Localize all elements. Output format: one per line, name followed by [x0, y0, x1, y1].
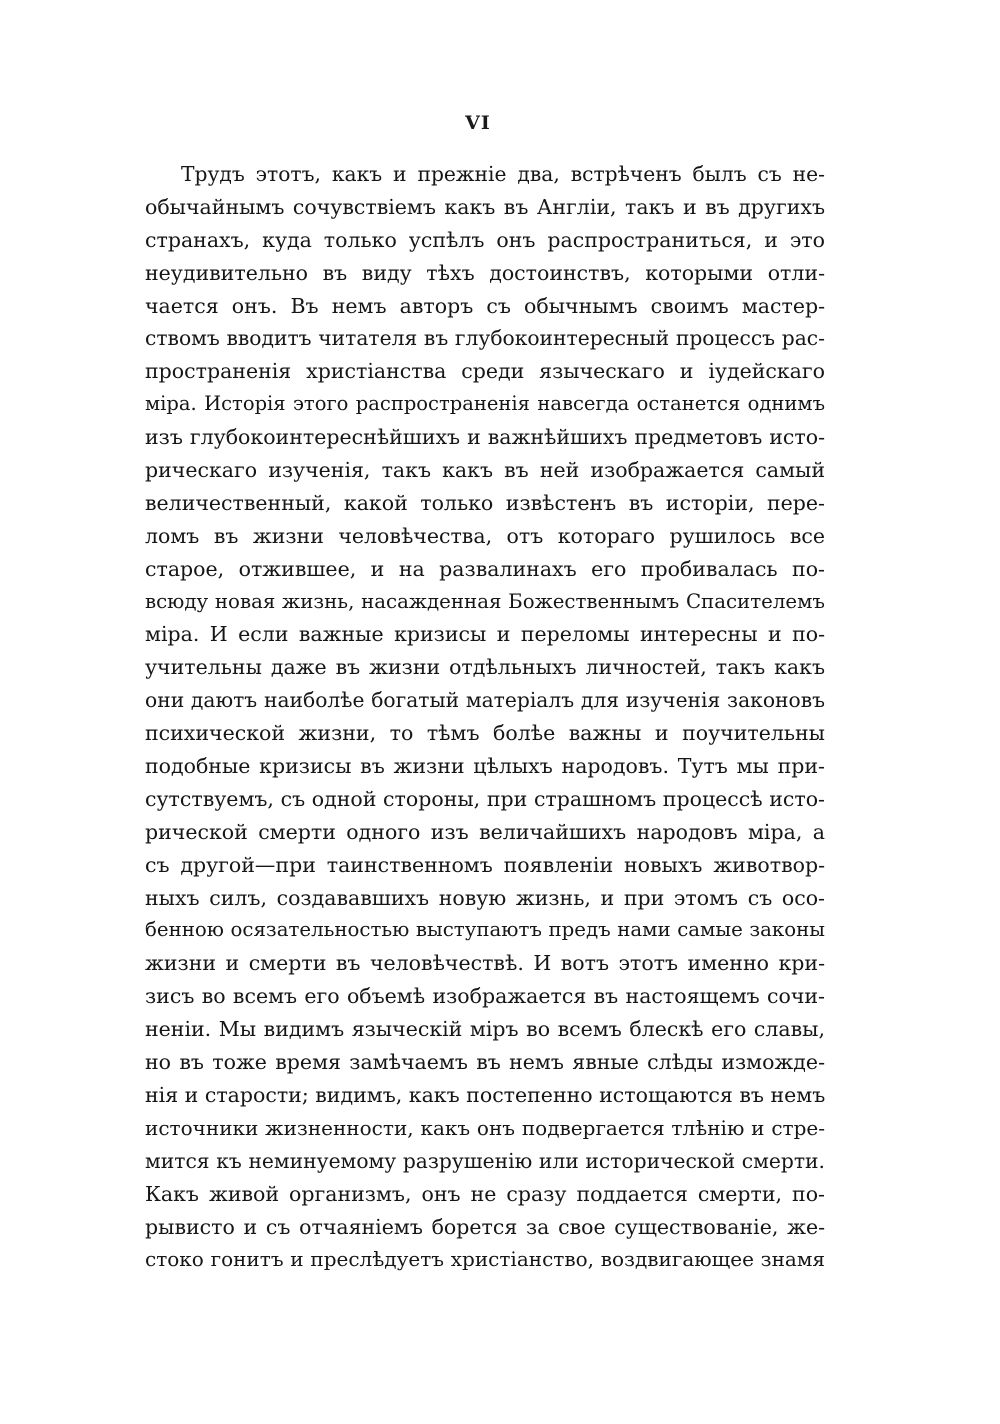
text-line: пространенія христіанства среди языческаго и іудейскаго: [145, 359, 825, 384]
text-line: ствомъ вводитъ читателя въ глубокоинтересный процессъ рас-: [145, 326, 825, 351]
text-line: подобные кризисы въ жизни цѣлыхъ народовъ. Тутъ мы при-: [145, 754, 825, 779]
text-line: жизни и смерти въ человѣчествѣ. И вотъ этотъ именно кри-: [145, 951, 825, 976]
text-line: неудивительно въ виду тѣхъ достоинствъ, которыми отли-: [145, 260, 825, 285]
text-line: ныхъ силъ, создававшихъ новую жизнь, и при этомъ съ осо-: [145, 885, 825, 910]
text-line: странахъ, куда только успѣлъ онъ распространиться, и это: [145, 227, 825, 252]
text-line: рической смерти одного изъ величайшихъ народовъ міра, а: [145, 819, 825, 844]
text-line: величественный, какой только извѣстенъ въ исторіи, пере-: [145, 490, 825, 515]
text-line: зисъ во всемъ его объемѣ изображается въ настоящемъ сочи-: [145, 984, 825, 1009]
text-line: стоко гонитъ и преслѣдуетъ христіанство, воздвигающее знамя: [145, 1247, 825, 1272]
text-line: мится къ неминуемому разрушенію или исторической смерти.: [145, 1148, 825, 1173]
page-number: VI: [465, 112, 491, 134]
text-line: изъ глубокоинтереснѣйшихъ и важнѣйшихъ предметовъ исто-: [145, 425, 825, 450]
text-line: источники жизненности, какъ онъ подвергается тлѣнію и стре-: [145, 1115, 825, 1140]
text-line: всюду новая жизнь, насажденная Божественнымъ Спасителемъ: [145, 589, 825, 613]
text-line: ломъ въ жизни человѣчества, отъ котораго рушилось все: [145, 523, 825, 548]
text-line: неніи. Мы видимъ языческій міръ во всемъ блескѣ его славы,: [145, 1017, 825, 1042]
text-line: міра. И если важные кризисы и переломы интересны и по-: [145, 622, 825, 647]
text-line: нія и старости; видимъ, какъ постепенно истощаются въ немъ: [145, 1082, 826, 1107]
text-line: рическаго изученія, такъ какъ въ ней изображается самый: [145, 458, 825, 483]
text-line: съ другой—при таинственномъ появленіи новыхъ животвор-: [145, 852, 825, 877]
text-line: учительны даже въ жизни отдѣльныхъ личностей, такъ какъ: [145, 655, 825, 680]
text-line: Трудъ этотъ, какъ и прежніе два, встрѣченъ былъ съ не-: [181, 162, 825, 186]
text-line: міра. Исторія этого распространенія навсегда останется однимъ: [145, 392, 825, 416]
text-line: сутствуемъ, съ одной стороны, при страшномъ процессѣ исто-: [145, 786, 825, 811]
text-line: чается онъ. Въ немъ авторъ съ обычнымъ своимъ мастер-: [145, 293, 825, 318]
text-line: Какъ живой организмъ, онъ не сразу поддается смерти, по-: [145, 1181, 825, 1206]
text-line: старое, отжившее, и на развалинахъ его пробивалась по-: [145, 556, 825, 581]
text-line: рывисто и съ отчаяніемъ борется за свое существованіе, же-: [145, 1214, 825, 1239]
text-line: бенною осязательностью выступаютъ предъ нами самые законы: [145, 918, 825, 942]
text-line: они даютъ наиболѣе богатый матеріалъ для изученія законовъ: [145, 688, 825, 713]
text-line: психической жизни, то тѣмъ болѣе важны и поучительны: [145, 721, 825, 746]
text-line: обычайнымъ сочувствіемъ какъ въ Англіи, такъ и въ другихъ: [145, 194, 825, 219]
text-line: но въ тоже время замѣчаемъ въ немъ явные слѣды изможде-: [145, 1050, 825, 1075]
body-paragraph: [145, 158, 825, 1276]
